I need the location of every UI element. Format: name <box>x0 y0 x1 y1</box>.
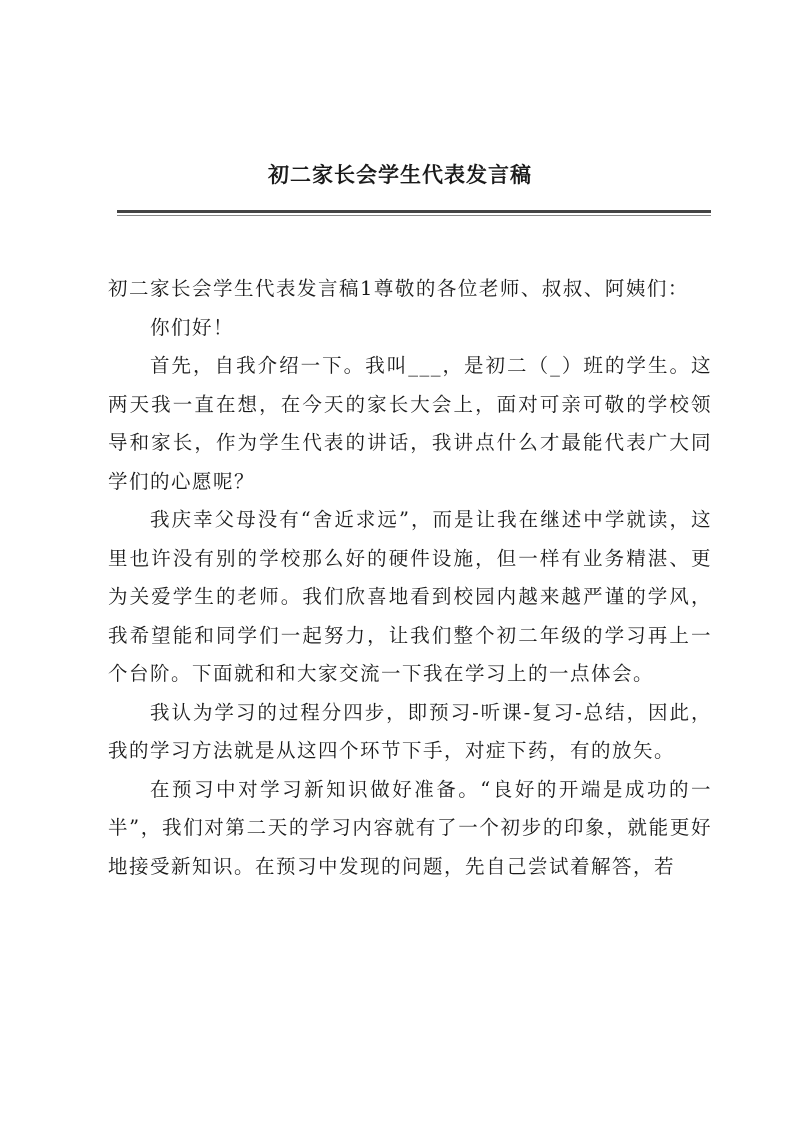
title-divider <box>117 210 711 213</box>
paragraph-preview: 在预习中对学习新知识做好准备。“良好的开端是成功的一半”，我们对第二天的学习内容就有了一个初步的印象，就能更好地接受新知识。在预习中发现的问题，先自己尝试着解答，若 <box>108 777 712 878</box>
paragraph-greeting: 你们好！ <box>150 315 235 339</box>
title-divider-thin <box>117 215 711 216</box>
paragraph-method: 我认为学习的过程分四步，即预习-听课-复习-总结，因此，我的学习方法就是从这四个环节下手，对症下药，有的放矢。 <box>108 700 712 762</box>
paragraph-opening: 初二家长会学生代表发言稿1尊敬的各位老师、叔叔、阿姨们： <box>108 277 689 300</box>
paragraph-introduction: 首先，自我介绍一下。我叫___，是初二（_）班的学生。这两天我一直在想，在今天的家长大会上，面对可亲可敬的学校领导和家长，作为学生代表的讲话，我讲点什么才最能代表广大同学们的心愿呢？ <box>108 354 712 493</box>
document-title: 初二家长会学生代表发言稿 <box>268 162 532 187</box>
document-body <box>108 270 712 886</box>
paragraph-school: 我庆幸父母没有“舍近求远”，而是让我在继述中学就读，这里也许没有别的学校那么好的硬件设施，但一样有业务精湛、更为关爱学生的老师。我们欣喜地看到校园内越来越严谨的学风，我希望能和同学们一起努力，让我们整个初二年级的学习再上一个台阶。下面就和和大家交流一下我在学习上的一点体会。 <box>108 508 712 685</box>
